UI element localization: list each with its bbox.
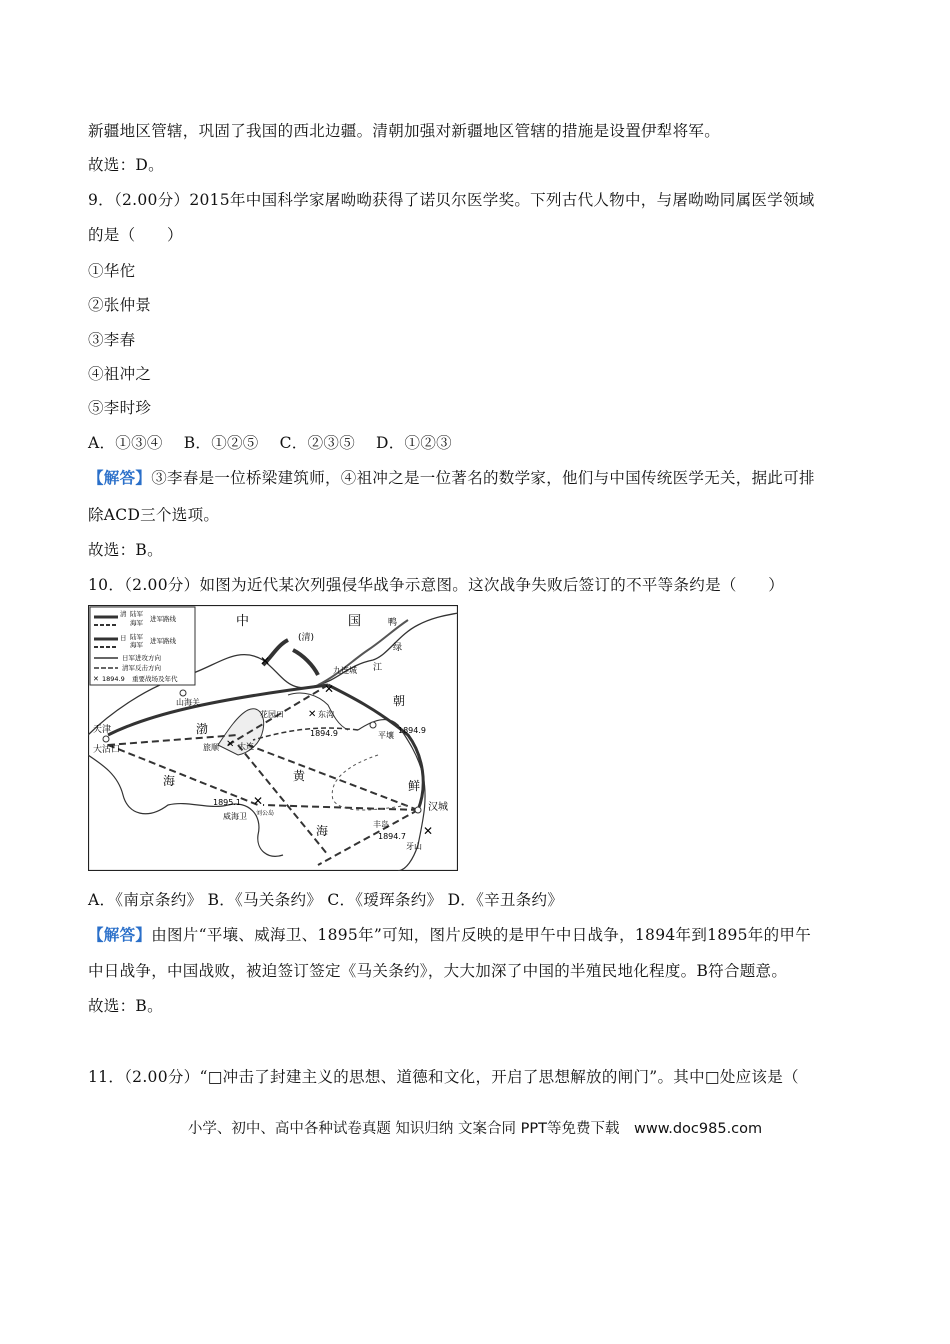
question-10-answer-cont: 中日战争，中国战败，被迫签订签定《马关条约》，大大加深了中国的半殖民地化程度。B符合题意。 <box>88 962 788 980</box>
answer-tag: 【解答】 <box>88 925 152 944</box>
svg-text:✕: ✕ <box>308 709 317 720</box>
map-label: 天津 <box>93 725 112 735</box>
map-label: 九连城 <box>333 666 357 675</box>
question-11-stem: 11．（2.00分）“□冲击了封建主义的思想、道德和文化，开启了思想解放的闸门”。其中□处应该是（ <box>88 1068 799 1086</box>
question-9-answer-cont: 除ACD三个选项。 <box>88 506 220 524</box>
svg-text:✕: ✕ <box>324 682 335 696</box>
map-label: 绿 <box>393 643 403 653</box>
legend-label: 清军反击方向 <box>122 664 161 672</box>
question-9-item: ②张仲景 <box>88 296 152 314</box>
svg-text:✕: ✕ <box>226 739 235 750</box>
answer-text: 由图片“平壤、威海卫、1895年”可知，图片反映的是甲午中日战争，1894年到1895年的甲午 <box>151 926 811 944</box>
answer-text: ③李春是一位桥梁建筑师，④祖冲之是一位著名的数学家，他们与中国传统医学无关，据此可排 <box>151 469 815 487</box>
question-9-stem-cont: 的是（ ） <box>88 226 183 244</box>
map-label: 国 <box>348 614 362 629</box>
question-10-answer <box>88 923 811 945</box>
svg-text:✕: ✕ <box>260 654 271 668</box>
legend-label: 清 <box>120 610 127 618</box>
legend-label: 重要战场及年代 <box>132 675 178 683</box>
map-label: 江 <box>373 663 383 673</box>
legend-label: 陆军 <box>130 633 143 641</box>
question-9-item: ⑤李时珍 <box>88 399 152 417</box>
legend-label: 陆军 <box>130 610 143 618</box>
map-label: 山海关 <box>176 698 200 707</box>
map-label: 大连 <box>238 742 254 751</box>
map-label: 海 <box>316 824 329 838</box>
map-label: 东沟 <box>318 710 334 719</box>
map-label: (清) <box>298 633 315 643</box>
map-label: 旅顺 <box>203 743 219 752</box>
map-label: 威海卫 <box>223 812 247 821</box>
answer-choice: 故选：B。 <box>88 541 163 559</box>
map-label: 牙山 <box>406 842 422 851</box>
map-label: 丰岛 <box>373 820 389 829</box>
legend-label: 海军 <box>130 619 143 627</box>
map-label: 1894.9 <box>398 726 426 735</box>
war-map <box>88 605 458 871</box>
map-label: 大沽口 <box>93 745 121 755</box>
question-9-options: A．①③④ B．①②⑤ C．②③⑤ D．①②③ <box>88 434 452 452</box>
answer-choice: 故选：D。 <box>88 156 164 174</box>
map-label: 平壤 <box>378 731 394 740</box>
map-label: 鲜 <box>408 779 421 793</box>
question-10-stem: 10．（2.00分）如图为近代某次列强侵华战争示意图。这次战争失败后签订的不平等条约是（ ） <box>88 576 785 594</box>
answer-tag: 【解答】 <box>88 468 152 487</box>
map-label: 海 <box>163 774 176 788</box>
map-label: 鸭 <box>388 618 398 628</box>
question-9-answer <box>88 466 815 488</box>
text-line: 新疆地区管辖，巩固了我国的西北边疆。清朝加强对新疆地区管辖的措施是设置伊犁将军。 <box>88 122 721 140</box>
legend-label: 日军进攻方向 <box>122 654 161 662</box>
question-9-item: ④祖冲之 <box>88 365 152 383</box>
question-9-item: ①华佗 <box>88 262 136 280</box>
map-label: 中 <box>236 614 250 629</box>
map-label: 刘公岛 <box>256 810 275 817</box>
map-label: 黄 <box>293 769 306 783</box>
answer-choice: 故选：B。 <box>88 997 163 1015</box>
map-label: 渤 <box>196 722 209 736</box>
svg-text:✕: ✕ <box>423 824 434 838</box>
map-label: 朝 <box>393 694 406 708</box>
question-9-stem: 9．（2.00分）2015年中国科学家屠呦呦获得了诺贝尔医学奖。下列古代人物中，与屠呦呦同属医学领域 <box>88 191 815 209</box>
map-label: 1894.9 <box>310 729 338 738</box>
question-10-options: A．《南京条约》 B．《马关条约》 C．《瑷珲条约》 D．《辛丑条约》 <box>88 891 564 909</box>
legend-label: 进军路线 <box>150 615 176 623</box>
question-9-item: ③李春 <box>88 331 136 349</box>
map-label: 花园口 <box>260 710 284 719</box>
page-footer: 小学、初中、高中各种试卷真题 知识归纳 文案合同 PPT等免费下载 www.doc985.com <box>187 1121 763 1137</box>
map-label: 1894.7 <box>378 832 406 841</box>
map-label: 汉城 <box>428 802 448 813</box>
legend-label: 1894.9 <box>102 675 125 683</box>
legend-label: 海军 <box>130 641 143 649</box>
legend-label: 日 <box>120 634 127 642</box>
legend-label: 进军路线 <box>150 637 176 645</box>
map-label: 1895.1 <box>213 798 241 807</box>
svg-text:✕: ✕ <box>93 675 99 683</box>
svg-text:✕: ✕ <box>253 794 264 808</box>
